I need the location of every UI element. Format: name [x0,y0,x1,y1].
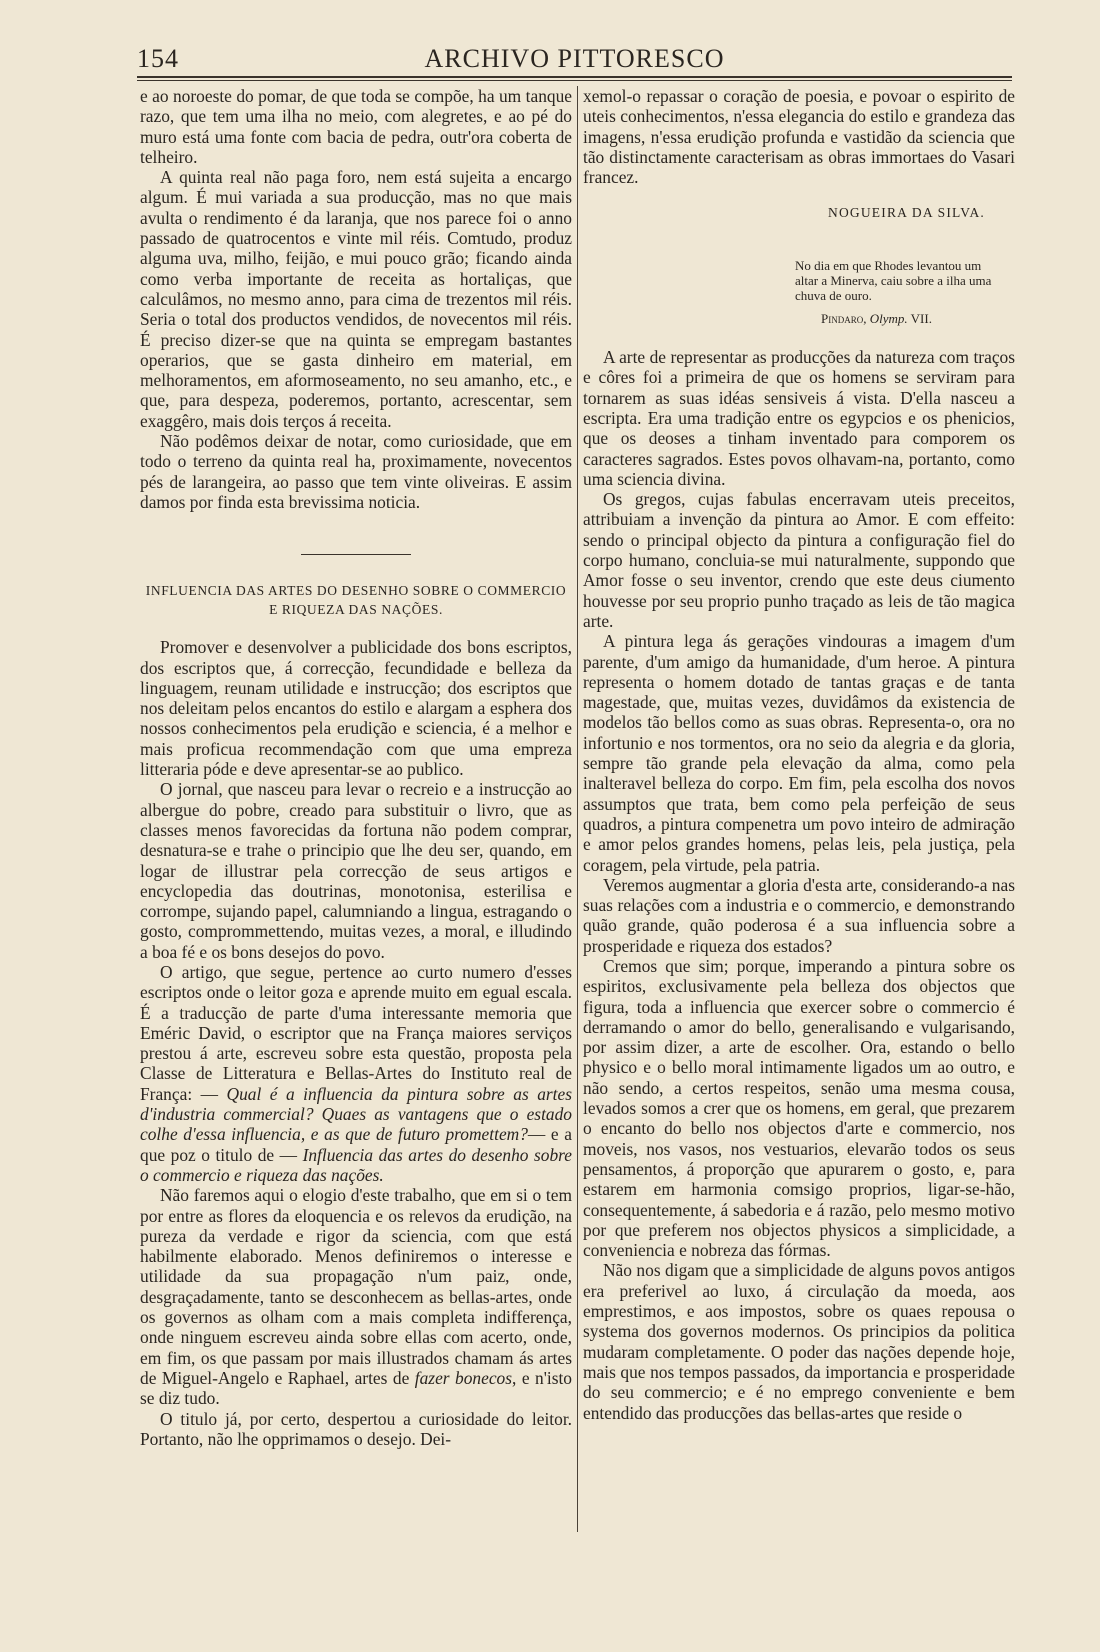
section-divider [301,554,411,555]
paragraph: Não podêmos deixar de notar, como curiosidade, que em todo o terreno da quinta real ha, proximamente, novecentos pés de larangeira, ao passo que tem vinte oliveiras. E assim damos por finda esta brevissima noticia. [140,431,572,512]
paragraph: Os gregos, cujas fabulas encerravam uteis preceitos, attribuiam a invenção da pintura ao Amor. E com effeito: sendo o principal objecto da pintura a configuração fiel do corpo humano, concluia-se mui naturalmente, suppondo que Amor fosse o seu inventor, crendo que este deus ciumento houvesse por seu proprio punho traçado as leis de tão magica arte. [583,489,1015,631]
paragraph: A quinta real não paga foro, nem está sujeita a encargo algum. É mui variada a sua producção, mas no que mais avulta o rendimento é da laranja, que nos parece foi o anno passado de quatrocentos e vinte mil réis. Comtudo, produz alguma uva, milho, feijão, e mui pouco grão; ficando ainda como verba importante de receita as hortaliças, que calculâmos, no mesmo anno, para cima de trezentos mil réis. Seria o total dos productos vendidos, de novecentos mil réis. É preciso dizer-se que na quinta se empregam bastantes operarios, que se gasta dinheiro em material, em melhoramentos, em aformoseamento, no seu amanho, etc., e que, para despeza, poderemos, portanto, acrescentar, sem exaggêro, mais dois terços á receita. [140,167,572,431]
paragraph: xemol-o repassar o coração de poesia, e povoar o espirito de uteis conhecimentos, n'essa elegancia do estilo e grandeza das imagens, n'essa erudição profunda e vastidão da sciencia que tão distinctamente caracterisam as obras immortaes do Vasari francez. [583,86,1015,188]
author-signature: NOGUEIRA DA SILVA. [828,205,985,221]
paragraph: Promover e desenvolver a publicidade dos bons escriptos, dos escriptos que, á correcção, fecundidade e belleza da linguagem, reunam utilidade e instrucção; dos escriptos que nos deleitam pelos encantos do estilo e alargam a esphera dos nossos conhecimentos pela erudição e sciencia, é a melhor e mais proficua recommendação com que uma empreza litteraria póde e deve apresentar-se ao publico. [140,637,572,780]
italic-question: Qual é a influencia da pintura sobre as artes d'industria commercial? Quaes as vantagens que o estado colhe d'essa influencia, e as que de futuro promettem? [140,1083,572,1145]
paragraph-text: O artigo, que segue, pertence ao curto numero d'esses escriptos onde o leitor goza e aprende muito em egual escala. É a traducção de parte d'uma interessante memoria que Eméric David, o escriptor que na França maiores serviços prestou á arte, escreveu sobre esta questão, proposta pela Classe de Litteratura e Bellas-Artes do Instituto real de França: — [140,961,572,1104]
header-rule-thin [137,80,1012,81]
paragraph: Não nos digam que a simplicidade de alguns povos antigos era preferivel ao luxo, á circulação da moeda, aos emprestimos, e aos impostos, sobre os quaes repousa o systema dos governos modernos. Os principios da politica mudaram completamente. O poder das nações depende hoje, mais que nos tempos passados, da importancia e prosperidade do seu commercio; e é no emprego conveniente e bem entendido das producções das bellas-artes que reside o [583,1260,1015,1423]
italic-title: Influencia das artes do desenho sobre o commercio e riqueza das nações. [140,1144,572,1185]
epigraph-work: Olymp. [869,310,908,326]
paragraph [140,1185,572,1408]
epigraph-ref: VII. [910,310,932,326]
paragraph [140,962,572,1185]
paragraph: Cremos que sim; porque, imperando a pintura sobre os espiritos, exclusivamente pela belleza dos objectos que figura, toda a influencia que exercer sobre o commercio é derramando o amor do bello, generalisando e vulgarisando, por assim dizer, a arte de escolher. Ora, estando o bello physico e o bello moral intimamente ligados um ao outro, e não sendo, a certos respeitos, senão uma mesma cousa, levados somos a crer que os homens, em geral, que prezarem o encanto do bello nos objectos d'arte e commercio, nos moveis, nos vasos, nos vestuarios, elevarão todos os seus pensamentos, á proporção que apurarem o gosto, e, para estarem em harmonia comsigo proprios, ligar-se-hão, consequentemente, á sabedoria e á razão, pelo mesmo motivo por que preferem nos objectos physicos a simplicidade, a conveniencia e nobreza das fórmas. [583,955,1015,1261]
paragraph: e ao noroeste do pomar, de que toda se compõe, ha um tanque razo, que tem uma ilha no meio, com alegretes, e ao pé do muro está uma fonte com bacia de pedra, outr'ora coberta de telheiro. [140,86,572,167]
page-number: 154 [137,44,179,73]
epigraph: No dia em que Rhodes levantou um altar a Minerva, caiu sobre a ilha uma chuva de ouro. [795,257,992,303]
epigraph-author: Pindaro, [821,310,867,326]
paragraph: O jornal, que nasceu para levar o recreio e a instrucção ao albergue do pobre, creado para substituir o livro, que as classes menos favorecidas da fortuna não podem comprar, desnatura-se e trahe o principio que lhe deu ser, quando, em logar de illustrar pela correcção de seus artigos e encyclopedia das doutrinas, monotonisa, esterilisa e corrompe, sujando papel, calumniando a lingua, estragando o gosto, comprommettendo, muitas vezes, a moral, e illudindo a boa fé e os bons desejos do povo. [140,779,572,962]
page-header [137,42,1012,78]
section-title-line-1: INFLUENCIA DAS ARTES DO DESENHO SOBRE O COMMERCIO [145,583,567,599]
paragraph: Veremos augmentar a gloria d'esta arte, considerando-a nas suas relações com a industria e o commercio, e demonstrando quão grande, quão poderosa é a sua influencia sobre a prosperidade e riqueza dos estados? [583,874,1015,956]
left-column [140,86,572,1449]
epigraph-source [821,309,1015,329]
publication-title: ARCHIVO PITTORESCO [424,44,725,73]
paragraph: A pintura lega ás gerações vindouras a imagem d'um parente, d'um amigo da humanidade, d'um heroe. A pintura representa o homem dotado de tantas graças e de tanta magestade, que, muitas vezes, duvidâmos da existencia de modelos tão bellos como as suas obras. Representa-o, ora no infortunio e nos tormentos, ora no seio da alegria e da gloria, sempre tão grande pela elevação da alma, como pela inalteravel belleza do corpo. Em fim, pela escolha dos novos assumptos que trata, bem como pela perfeição de seus quadros, a pintura compenetra um povo inteiro de admiração e amor pelos grandes homens, pelas leis, pela justiça, pela coragem, pela virtude, pela patria. [583,631,1015,875]
right-column [583,86,1015,1423]
section-title [140,581,572,619]
column-divider [577,86,578,1532]
paragraph: O titulo já, por certo, despertou a curiosidade do leitor. Portanto, não lhe opprimamos o desejo. Dei- [140,1408,572,1449]
italic-phrase: fazer bonecos [414,1367,513,1388]
paragraph-text: , e n'isto se diz tudo. [140,1367,573,1409]
paragraph: A arte de representar as producções da natureza com traços e côres foi a primeira de que os homens se serviram para tornarem as suas idéas sensiveis á vista. D'ella nasceu a escripta. Era uma tradição entre os egypcios e os phenicios, que os deoses a tinham inventado para comporem os caracteres sagrados. Estes povos olhavam-na, portanto, como uma sciencia divina. [583,347,1015,489]
header-rule [137,76,1012,78]
section-title-line-2: E RIQUEZA DAS NAÇÕES. [269,602,443,618]
paragraph-text: Não faremos aqui o elogio d'este trabalho, que em si o tem por entre as flores da eloquencia e os relevos da erudição, na pureza da verdade e rigor da sciencia, com que está habilmente elaborado. Menos definiremos o interesse e utilidade da sua propagação n'um paiz, onde, desgraçadamente, tanto se desconhecem as bellas-artes, onde os governos as olham com a mais completa indifferença, onde ninguem escreveu ainda sobre ellas com acerto, onde, em fim, os que passam por mais illustrados chamam ás artes de Miguel-Angelo e Raphael, artes de [140,1185,572,1388]
paragraph-text: — e a que poz o titulo de — [140,1124,572,1165]
